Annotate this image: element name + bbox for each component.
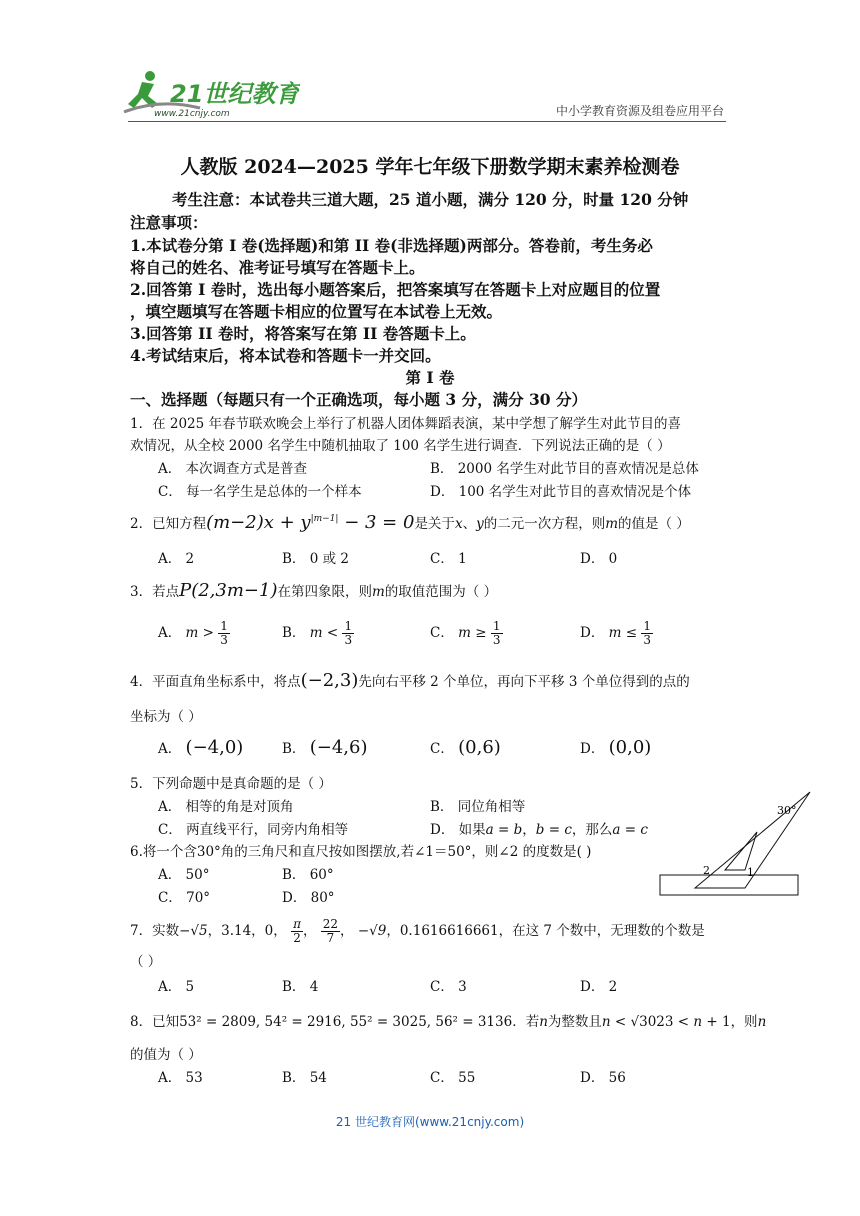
q2-option-b: B． 0 或 2 — [282, 551, 349, 567]
question-8-line1: 8．已知53² = 2809, 54² = 2916, 55² = 3025, 56² = 3136．若n为整数且n < √3023 < n + 1，则n — [130, 1014, 767, 1030]
platform-tagline: 中小学教育资源及组卷应用平台 — [555, 104, 724, 118]
triangle-ruler-figure — [655, 790, 815, 900]
q6-option-c: C． 70° — [158, 890, 211, 906]
logo-url: www.21cnjy.com — [154, 109, 230, 119]
note-line: 将自己的姓名、准考证号填写在答题卡上。 — [130, 258, 425, 277]
page-footer[interactable]: 21 世纪教育网(www.21cnjy.com) — [335, 1115, 525, 1129]
q5-option-a: A． 相等的角是对顶角 — [158, 799, 294, 815]
q1-option-c: C． 每一名学生是总体的一个样本 — [158, 484, 362, 500]
q2-option-a: A． 2 — [158, 551, 195, 567]
q7-option-b: B． 4 — [282, 979, 319, 995]
q8-option-b: B． 54 — [282, 1070, 327, 1086]
q1-option-b: B． 2000 名学生对此节目的喜欢情况是总体 — [430, 461, 699, 477]
question-4-line1: 4．平面直角坐标系中，将点(−2,3)先向右平移 2 个单位，再向下平移 3 个单位得到的点的 — [130, 670, 690, 691]
question-1-line2: 欢情况，从全校 2000 名学生中随机抽取了 100 名学生进行调查．下列说法正确的是（ ） — [130, 438, 671, 454]
q3-option-a: A． m > $\frac{1}{3}$ — [158, 619, 228, 647]
exam-title: 人教版 2024—2025 学年七年级下册数学期末素养检测卷 — [180, 156, 680, 178]
q4-option-d: D． (0,0) — [580, 737, 652, 758]
note-line: 2.回答第 I 卷时，选出每小题答案后，把答案填写在答题卡上对应题目的位置 — [130, 280, 661, 299]
q5-option-c: C． 两直线平行，同旁内角相等 — [158, 822, 349, 838]
question-4-line2: 坐标为（ ） — [130, 709, 202, 725]
note-line: 1.本试卷分第 I 卷(选择题)和第 II 卷(非选择题)两部分。答卷前，考生务必 — [130, 236, 653, 255]
figure-label-2: 2 — [703, 864, 710, 877]
question-8-line2: 的值为（ ） — [130, 1047, 202, 1063]
q3-option-b: B． m < $\frac{1}{3}$ — [282, 619, 353, 647]
q7-option-c: C． 3 — [430, 979, 467, 995]
q1-option-a: A． 本次调查方式是普查 — [158, 461, 308, 477]
site-logo — [120, 68, 300, 120]
q4-option-a: A． (−4,0) — [158, 737, 244, 758]
header-divider — [128, 121, 726, 122]
q3-option-c: C． m ≥ $\frac{1}{3}$ — [430, 619, 501, 647]
exam-notice: 考生注意：本试卷共三道大题，25 道小题，满分 120 分，时量 120 分钟 — [172, 190, 689, 209]
question-7-line1: 7．实数−√5，3.14，0， $\frac{\pi}{2}$ ， $\frac{22}{7}$ ， −√9，0.1616616661，在这 7 个数中，无理数的个数是 — [130, 917, 705, 945]
note-line: ，填空题填写在答题卡相应的位置写在本试卷上无效。 — [130, 302, 503, 321]
question-6: 6.将一个含30°角的三角尺和直尺按如图摆放,若∠1＝50°，则∠2 的度数是( ) — [130, 844, 592, 860]
q2-option-d: D． 0 — [580, 551, 618, 567]
q3-option-d: D． m ≤ $\frac{1}{3}$ — [580, 619, 651, 647]
q8-option-a: A． 53 — [158, 1070, 203, 1086]
question-2: 2．已知方程$(m-2)x + y^{|m-1|} - 3 = 0$是关于x、y的二元一次方程，则m的值是（ ） — [130, 512, 690, 533]
q5-option-d: D． 如果a = b，b = c，那么a = c — [430, 822, 648, 838]
section-title: 一、选择题（每题只有一个正确选项，每小题 3 分，满分 30 分） — [130, 390, 587, 409]
part-title: 第 I 卷 — [405, 368, 455, 387]
logo-text: 21世纪教育 — [170, 80, 300, 108]
notes-heading: 注意事项： — [130, 213, 208, 232]
question-1-line1: 1．在 2025 年春节联欢晚会上举行了机器人团体舞蹈表演，某中学想了解学生对此节目的喜 — [130, 416, 682, 432]
q7-option-d: D． 2 — [580, 979, 618, 995]
q4-option-c: C． (0,6) — [430, 737, 501, 758]
page-header — [0, 0, 860, 130]
q6-option-d: D． 80° — [282, 890, 335, 906]
q4-option-b: B． (−4,6) — [282, 737, 368, 758]
q8-option-d: D． 56 — [580, 1070, 626, 1086]
q2-option-c: C． 1 — [430, 551, 467, 567]
q5-option-b: B． 同位角相等 — [430, 799, 526, 815]
q7-option-a: A． 5 — [158, 979, 195, 995]
q6-option-a: A． 50° — [158, 867, 210, 883]
note-line: 4.考试结束后，将本试卷和答题卡一并交回。 — [130, 346, 441, 365]
note-line: 3.回答第 II 卷时，将答案写在第 II 卷答题卡上。 — [130, 324, 476, 343]
question-3: 3．若点P(2,3m−1)在第四象限，则m的取值范围为（ ） — [130, 580, 498, 601]
figure-label-30: 30° — [777, 804, 797, 817]
q1-option-d: D． 100 名学生对此节目的喜欢情况是个体 — [430, 484, 692, 500]
question-5: 5．下列命题中是真命题的是（ ） — [130, 776, 332, 792]
q8-option-c: C． 55 — [430, 1070, 476, 1086]
question-7-line2: （ ） — [130, 954, 162, 970]
figure-label-1: 1 — [747, 866, 754, 879]
q6-option-b: B． 60° — [282, 867, 334, 883]
